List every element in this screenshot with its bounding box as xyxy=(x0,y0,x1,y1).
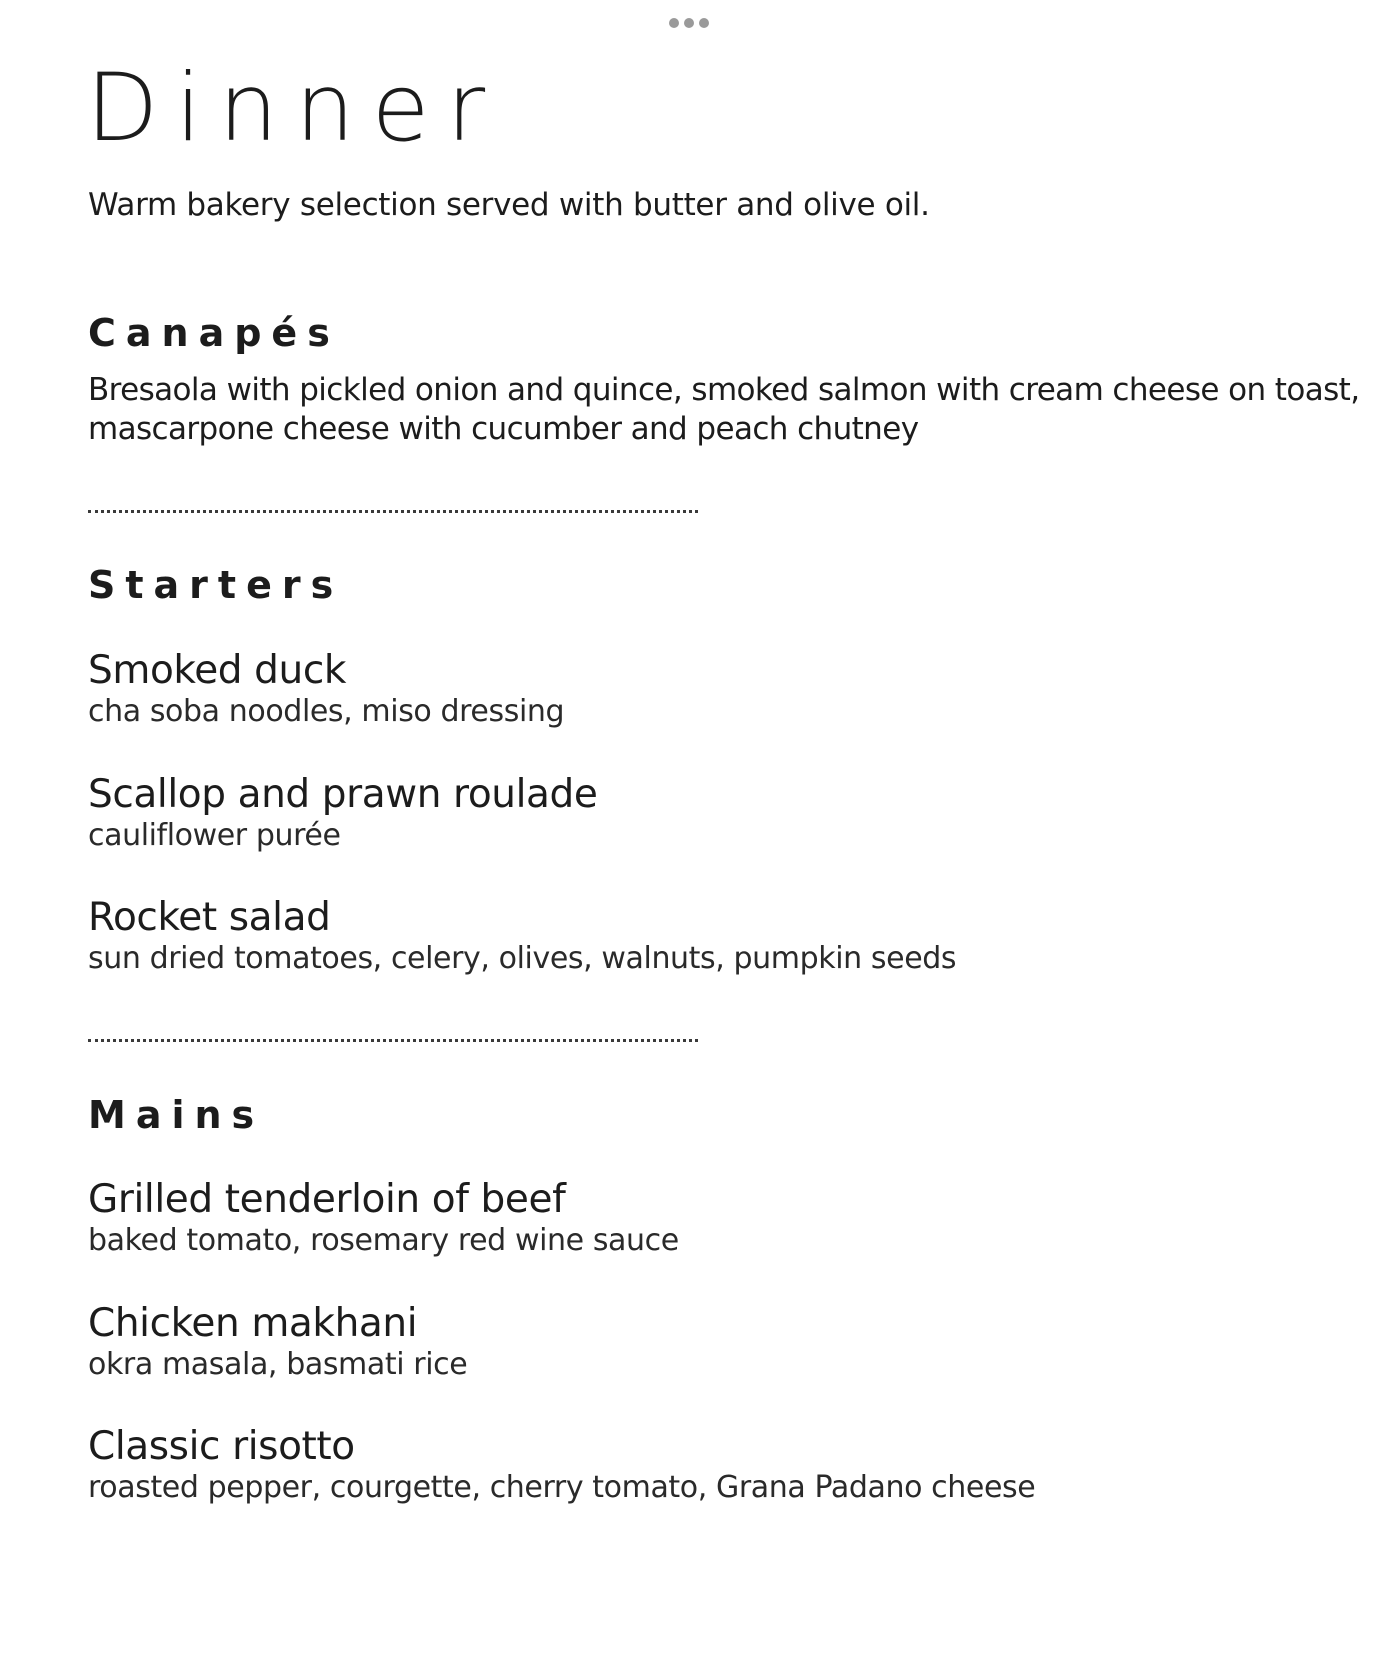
more-horizontal-icon xyxy=(669,18,679,28)
section-title-starters: Starters xyxy=(88,563,344,607)
dish-name: Smoked duck xyxy=(88,648,347,693)
dish-classic-risotto xyxy=(88,1425,1035,1507)
section-divider xyxy=(88,510,698,513)
dish-description: baked tomato, rosemary red wine sauce xyxy=(88,1223,679,1258)
section-divider xyxy=(88,1039,698,1042)
dish-rocket-salad xyxy=(88,896,956,978)
canapes-description xyxy=(88,371,1378,449)
more-horizontal-icon xyxy=(699,18,709,28)
dish-chicken-makhani xyxy=(88,1302,467,1384)
canapes-line-2: mascarpone cheese with cucumber and peach chutney xyxy=(88,411,919,447)
dish-name: Rocket salad xyxy=(88,895,331,940)
dish-name: Grilled tenderloin of beef xyxy=(88,1177,566,1222)
intro-text: Warm bakery selection served with butter and olive oil. xyxy=(88,187,930,223)
section-title-canapes: Canapés xyxy=(88,311,340,355)
dish-description: okra masala, basmati rice xyxy=(88,1347,468,1382)
dish-description: sun dried tomatoes, celery, olives, walnuts, pumpkin seeds xyxy=(88,941,957,976)
canapes-line-1: Bresaola with pickled onion and quince, smoked salmon with cream cheese on toast, xyxy=(88,372,1360,408)
page-title: Dinner xyxy=(86,54,503,163)
more-options-handle[interactable] xyxy=(669,18,709,28)
dish-description: cauliflower purée xyxy=(88,818,341,853)
dish-name: Chicken makhani xyxy=(88,1301,418,1346)
section-title-mains: Mains xyxy=(88,1093,265,1137)
dish-name: Scallop and prawn roulade xyxy=(88,772,598,817)
more-horizontal-icon xyxy=(684,18,694,28)
dish-smoked-duck xyxy=(88,649,564,731)
dish-description: cha soba noodles, miso dressing xyxy=(88,694,565,729)
dish-description: roasted pepper, courgette, cherry tomato, Grana Padano cheese xyxy=(88,1470,1036,1505)
dish-grilled-tenderloin xyxy=(88,1178,679,1260)
dish-name: Classic risotto xyxy=(88,1424,355,1469)
dish-scallop-prawn-roulade xyxy=(88,773,598,855)
